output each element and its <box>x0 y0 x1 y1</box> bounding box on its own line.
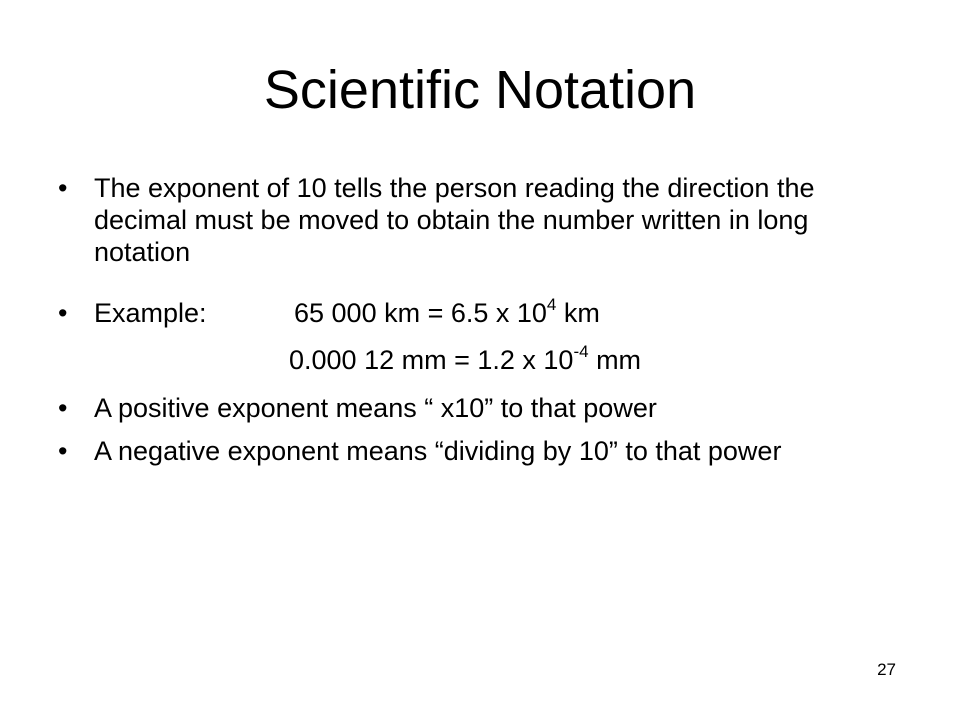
bullet-text <box>94 297 894 329</box>
example-label: Example: <box>94 298 207 328</box>
page-number: 27 <box>877 660 896 679</box>
example-line1-unit: km <box>556 298 600 328</box>
bullet-icon: • <box>58 298 68 328</box>
example-line2-exponent: -4 <box>573 342 589 361</box>
example-line2-base: 0.000 12 mm = 1.2 x 10 <box>289 345 574 375</box>
bullet-text: A positive exponent means “ x10” to that power <box>94 393 657 423</box>
example-line1-base: 65 000 km = 6.5 x 10 <box>294 298 547 328</box>
bullet-text: A negative exponent means “dividing by 10” to that power <box>94 436 782 466</box>
example-line2 <box>289 344 641 376</box>
bullet-text: The exponent of 10 tells the person reading the direction the decimal must be moved to obtain the number written in long notation <box>94 173 815 267</box>
bullet-icon: • <box>58 393 68 423</box>
example-line2-unit: mm <box>588 345 642 375</box>
example-line1-exponent: 4 <box>546 295 557 314</box>
slide-title: Scientific Notation <box>263 60 697 120</box>
bullet-icon: • <box>58 173 68 203</box>
bullet-icon: • <box>58 436 68 466</box>
